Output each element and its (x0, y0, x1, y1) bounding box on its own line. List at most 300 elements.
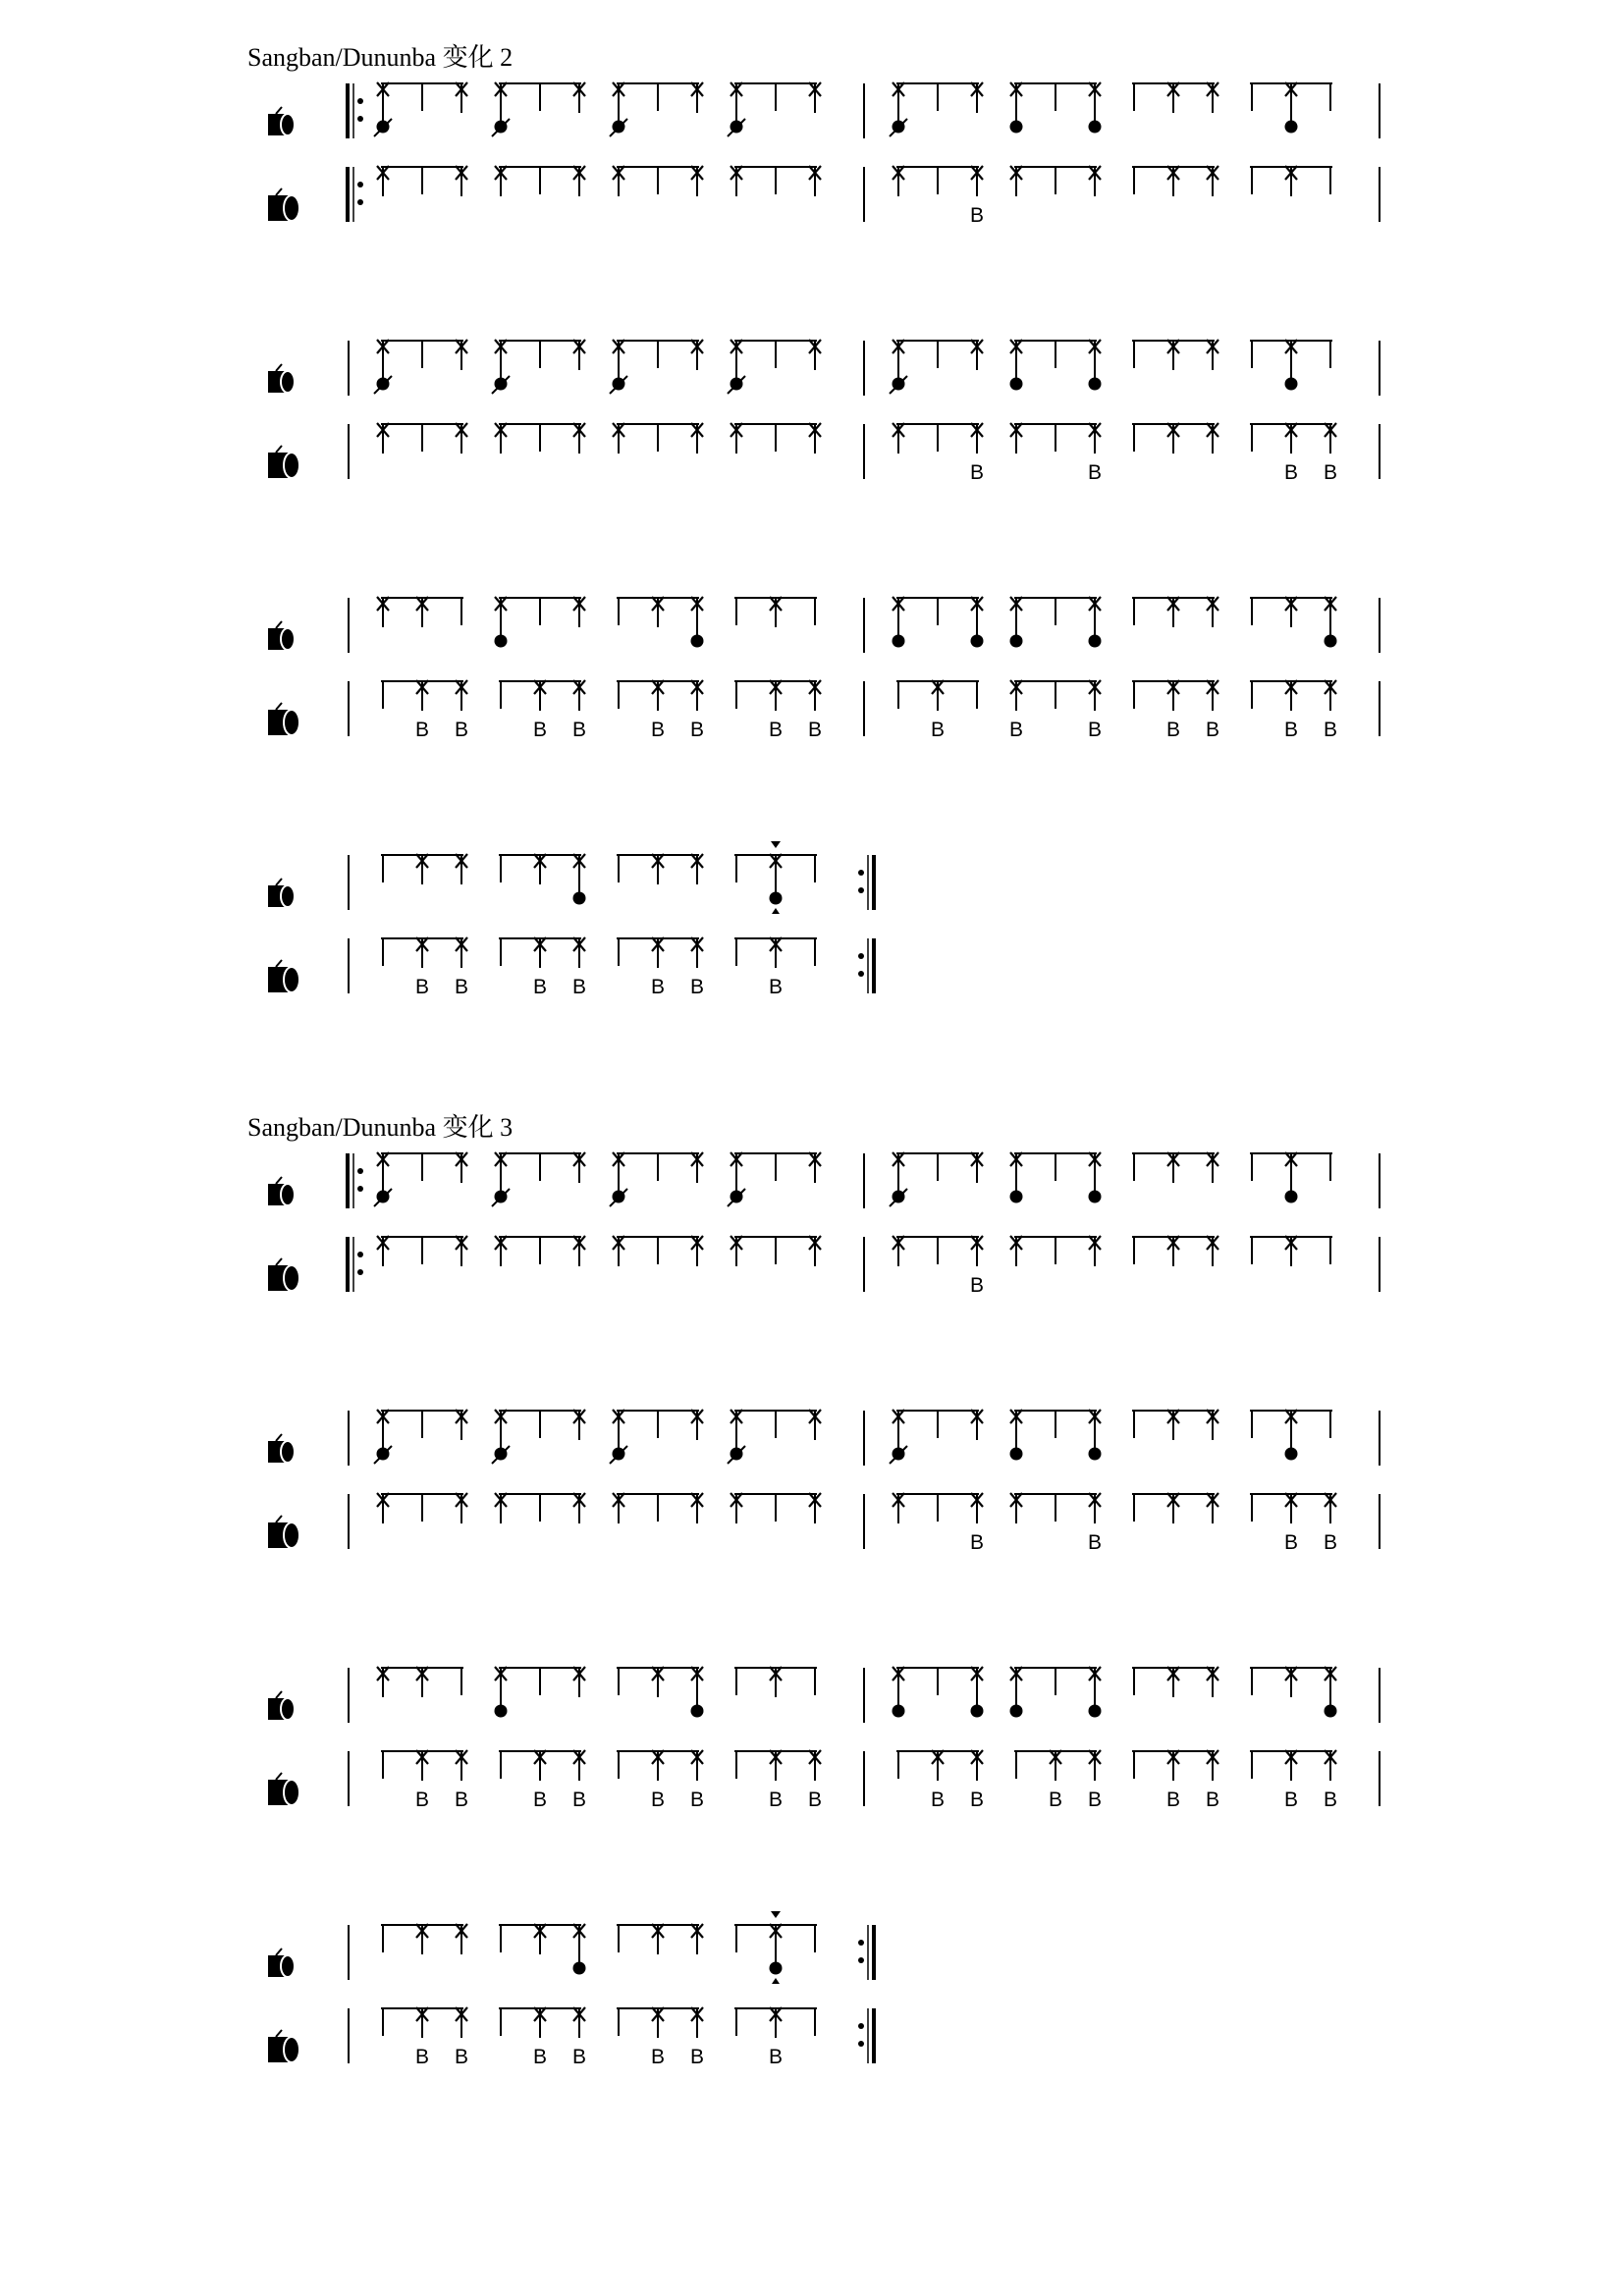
note-x (691, 854, 703, 884)
note-xB (533, 2007, 547, 2068)
drum-dot (893, 1705, 905, 1718)
sangban-drum-icon (268, 107, 295, 135)
bell-letter: B (969, 1789, 985, 1811)
note-x (1010, 1236, 1022, 1266)
note-xo (1285, 1410, 1298, 1461)
note-x (691, 1493, 703, 1523)
drum-stick (276, 1773, 282, 1780)
drum-dot (971, 1705, 984, 1718)
note-xB (1324, 1493, 1337, 1554)
sangban-drum-icon (268, 1949, 295, 1977)
bell-letter: B (1165, 1789, 1181, 1811)
drum-stick (276, 621, 282, 628)
drum-dot (1010, 1705, 1023, 1718)
note-xB (769, 937, 783, 998)
note-xo (1089, 1410, 1102, 1461)
note-x (652, 1924, 664, 1954)
note-x (456, 1493, 467, 1523)
note-x (573, 423, 585, 454)
drum-dot (971, 635, 984, 648)
note-x (691, 1152, 703, 1183)
note-x (573, 597, 585, 627)
note-xo (1285, 1152, 1298, 1203)
note-xc (492, 82, 510, 136)
note-xo (1010, 1667, 1023, 1718)
note-x (1285, 1667, 1297, 1697)
bell-letter: B (414, 976, 430, 998)
note-x (1089, 166, 1101, 196)
note-x (691, 82, 703, 113)
dununba-drum-icon (268, 960, 299, 992)
note-x (893, 423, 904, 454)
repeat-dot (858, 870, 864, 876)
drum-head (281, 1955, 295, 1977)
drum-dot (1325, 1705, 1337, 1718)
note-x (731, 1236, 742, 1266)
fermata-top (771, 841, 781, 848)
barline-repeat-start (346, 1237, 363, 1292)
drum-dot (893, 635, 905, 648)
bell-letter: B (807, 719, 823, 741)
bell-letter: B (689, 2046, 705, 2068)
repeat-dot (357, 1186, 363, 1192)
drum-head (284, 195, 299, 221)
note-x (573, 166, 585, 196)
dununba-drum-icon (268, 1258, 299, 1291)
note-xB (1284, 1750, 1298, 1811)
note-x (613, 1493, 624, 1523)
note-x (1167, 1493, 1179, 1523)
note-xc (728, 82, 745, 136)
note-x (1010, 423, 1022, 454)
note-x (456, 1924, 467, 1954)
note-xB (533, 937, 547, 998)
note-xB (1088, 1750, 1102, 1811)
note-xo (1010, 1410, 1023, 1461)
note-xB (769, 680, 783, 741)
bell-letter: B (689, 719, 705, 741)
note-x (456, 854, 467, 884)
note-x (1167, 1667, 1179, 1697)
thick-bar (872, 855, 876, 910)
note-x (456, 1410, 467, 1440)
note-xB (970, 423, 984, 484)
drum-dot (1285, 1448, 1298, 1461)
note-xf (770, 841, 783, 914)
note-xc (610, 1152, 627, 1206)
note-x (1010, 166, 1022, 196)
note-xB (455, 937, 468, 998)
note-xo (1285, 82, 1298, 133)
note-xB (1324, 680, 1337, 741)
note-xB (1284, 1493, 1298, 1554)
note-xB (1049, 1750, 1062, 1811)
note-xc (492, 340, 510, 394)
note-xc (610, 1410, 627, 1464)
note-x (377, 166, 389, 196)
barline-repeat-start (346, 83, 363, 138)
barline-repeat-end (858, 938, 876, 993)
drum-stick (276, 703, 282, 710)
note-x (1167, 1410, 1179, 1440)
drum-dot (1010, 1191, 1023, 1203)
note-xB (1088, 1493, 1102, 1554)
bell-letter: B (1205, 1789, 1220, 1811)
drum-stick (276, 1177, 282, 1184)
note-x (495, 423, 507, 454)
drum-head (284, 1780, 299, 1805)
note-x (691, 1410, 703, 1440)
drum-stick (276, 2030, 282, 2037)
note-xc (610, 82, 627, 136)
note-x (770, 1667, 782, 1697)
drum-head (281, 114, 295, 135)
repeat-dot (858, 2041, 864, 2047)
bell-letter: B (1087, 461, 1103, 484)
note-xc (374, 82, 392, 136)
bell-letter: B (650, 719, 666, 741)
note-xB (651, 2007, 665, 2068)
note-x (1207, 1152, 1218, 1183)
dununba-drum-icon (268, 446, 299, 478)
bell-letter: B (532, 2046, 548, 2068)
note-x (893, 1236, 904, 1266)
drum-dot (1325, 635, 1337, 648)
sangban-drum-icon (268, 879, 295, 907)
barline-repeat-end (858, 1925, 876, 1980)
note-xo (1089, 597, 1102, 648)
bell-letter: B (1283, 1789, 1299, 1811)
note-xB (1088, 423, 1102, 484)
note-xc (890, 1152, 907, 1206)
note-x (534, 854, 546, 884)
note-xB (533, 680, 547, 741)
repeat-dot (357, 1252, 363, 1257)
note-xB (1284, 423, 1298, 484)
note-x (1285, 1236, 1297, 1266)
note-x (456, 1152, 467, 1183)
note-x (1285, 166, 1297, 196)
bell-letter: B (454, 976, 469, 998)
barline-repeat-end (858, 855, 876, 910)
drum-head (284, 710, 299, 735)
drum-dot (573, 1962, 586, 1975)
note-xB (769, 1750, 783, 1811)
drum-dot (1089, 121, 1102, 133)
note-x (652, 854, 664, 884)
note-xo (1285, 340, 1298, 391)
note-xB (651, 1750, 665, 1811)
note-x (377, 1493, 389, 1523)
note-x (652, 597, 664, 627)
note-x (691, 423, 703, 454)
section-title: Sangban/Dununba 变化 3 (247, 1113, 514, 1142)
note-xo (495, 597, 508, 648)
note-x (971, 82, 983, 113)
bell-letter: B (1283, 719, 1299, 741)
drum-stick (276, 364, 282, 371)
note-x (809, 1152, 821, 1183)
bell-letter: B (768, 976, 784, 998)
note-x (613, 1236, 624, 1266)
note-x (893, 166, 904, 196)
note-xo (1325, 1667, 1337, 1718)
note-x (573, 340, 585, 370)
note-x (573, 1410, 585, 1440)
note-xB (455, 1750, 468, 1811)
note-x (809, 340, 821, 370)
note-x (377, 1236, 389, 1266)
bell-letter: B (454, 2046, 469, 2068)
thick-bar (346, 1237, 350, 1292)
sangban-drum-icon (268, 364, 295, 393)
note-x (971, 1152, 983, 1183)
note-xB (1206, 1750, 1219, 1811)
repeat-dot (858, 887, 864, 893)
note-xc (492, 1410, 510, 1464)
dununba-drum-icon (268, 1516, 299, 1548)
note-xB (1166, 1750, 1180, 1811)
drum-stick (276, 188, 282, 195)
bell-letter: B (930, 719, 946, 741)
bell-letter: B (1323, 719, 1338, 741)
bell-letter: B (768, 719, 784, 741)
note-x (1207, 597, 1218, 627)
note-xB (970, 166, 984, 227)
note-x (1285, 597, 1297, 627)
bell-letter: B (571, 2046, 587, 2068)
bell-letter: B (768, 2046, 784, 2068)
note-x (971, 340, 983, 370)
note-xB (455, 680, 468, 741)
drum-stick (276, 879, 282, 885)
note-x (731, 423, 742, 454)
note-xB (1166, 680, 1180, 741)
note-xc (374, 340, 392, 394)
thick-bar (346, 167, 350, 222)
bell-letter: B (532, 719, 548, 741)
note-xo (1010, 1152, 1023, 1203)
bell-letter: B (1283, 461, 1299, 484)
note-x (770, 597, 782, 627)
drum-dot (770, 892, 783, 905)
note-xo (573, 1924, 586, 1975)
drum-stick (276, 1516, 282, 1522)
dununba-drum-icon (268, 2030, 299, 2062)
bell-letter: B (650, 976, 666, 998)
fermata-bottom (772, 908, 780, 914)
drum-dot (1010, 635, 1023, 648)
note-x (573, 82, 585, 113)
note-x (731, 1493, 742, 1523)
note-xo (1089, 82, 1102, 133)
note-x (1207, 166, 1218, 196)
note-x (691, 1236, 703, 1266)
note-x (613, 166, 624, 196)
note-xo (573, 854, 586, 905)
note-x (809, 1236, 821, 1266)
bell-letter: B (1323, 1531, 1338, 1554)
drum-dot (1089, 1448, 1102, 1461)
bell-letter: B (414, 1789, 430, 1811)
note-x (416, 597, 428, 627)
note-x (495, 166, 507, 196)
bell-letter: B (1087, 1531, 1103, 1554)
note-xc (890, 340, 907, 394)
repeat-dot (858, 953, 864, 959)
note-xo (1089, 1152, 1102, 1203)
bell-letter: B (1283, 1531, 1299, 1554)
note-xo (1325, 597, 1337, 648)
drum-dot (1285, 1191, 1298, 1203)
note-xB (572, 680, 586, 741)
note-xo (893, 597, 905, 648)
dununba-drum-icon (268, 188, 299, 221)
note-xB (415, 680, 429, 741)
bell-letter: B (768, 1789, 784, 1811)
note-x (809, 1410, 821, 1440)
drum-dot (1010, 121, 1023, 133)
drum-dot (1089, 1705, 1102, 1718)
note-xB (415, 1750, 429, 1811)
note-xc (374, 1410, 392, 1464)
note-xo (1089, 340, 1102, 391)
note-xB (690, 937, 704, 998)
note-x (534, 1924, 546, 1954)
drum-dot (1010, 378, 1023, 391)
note-x (1167, 423, 1179, 454)
drum-stick (276, 1691, 282, 1698)
note-x (416, 854, 428, 884)
note-xo (1089, 1667, 1102, 1718)
drum-dot (691, 1705, 704, 1718)
note-xB (1284, 680, 1298, 741)
bell-letter: B (1323, 1789, 1338, 1811)
repeat-dot (357, 1269, 363, 1275)
drum-stick (276, 1949, 282, 1955)
note-x (809, 423, 821, 454)
note-x (495, 1236, 507, 1266)
bell-letter: B (969, 461, 985, 484)
section-title: Sangban/Dununba 变化 2 (247, 43, 514, 72)
bell-letter: B (1087, 1789, 1103, 1811)
note-xB (1009, 680, 1023, 741)
note-xB (931, 1750, 945, 1811)
note-xB (651, 937, 665, 998)
drum-stick (276, 446, 282, 453)
bell-letter: B (454, 1789, 469, 1811)
note-x (456, 82, 467, 113)
note-x (1167, 1236, 1179, 1266)
drum-stick (276, 107, 282, 114)
drum-head (284, 1265, 299, 1291)
note-x (1207, 1236, 1218, 1266)
drum-dot (495, 635, 508, 648)
thick-bar (872, 938, 876, 993)
note-x (573, 1236, 585, 1266)
drum-head (281, 1184, 295, 1205)
note-xo (691, 597, 704, 648)
note-x (691, 1924, 703, 1954)
bell-letter: B (1323, 461, 1338, 484)
note-xo (893, 1667, 905, 1718)
note-xB (808, 1750, 822, 1811)
note-x (1167, 340, 1179, 370)
drum-head (284, 2037, 299, 2062)
bell-letter: B (930, 1789, 946, 1811)
note-xc (728, 1410, 745, 1464)
note-xB (415, 937, 429, 998)
thick-bar (872, 2008, 876, 2063)
note-x (809, 1493, 821, 1523)
note-x (573, 1152, 585, 1183)
dununba-drum-icon (268, 703, 299, 735)
note-xB (931, 680, 945, 741)
note-x (893, 1493, 904, 1523)
note-x (1167, 597, 1179, 627)
note-x (456, 423, 467, 454)
dununba-drum-icon (268, 1773, 299, 1805)
note-xf (770, 1911, 783, 1984)
sangban-drum-icon (268, 1177, 295, 1205)
barline-repeat-end (858, 2008, 876, 2063)
note-x (1207, 1410, 1218, 1440)
bell-letter: B (689, 1789, 705, 1811)
drum-dot (1089, 378, 1102, 391)
note-xc (492, 1152, 510, 1206)
note-xB (970, 1750, 984, 1811)
repeat-dot (357, 116, 363, 122)
note-x (1167, 1152, 1179, 1183)
sangban-drum-icon (268, 1691, 295, 1720)
bell-letter: B (1165, 719, 1181, 741)
note-x (1167, 166, 1179, 196)
note-xB (970, 1493, 984, 1554)
note-xB (690, 2007, 704, 2068)
note-xc (610, 340, 627, 394)
bell-letter: B (414, 719, 430, 741)
sangban-drum-icon (268, 621, 295, 650)
note-x (809, 166, 821, 196)
drum-stick (276, 1434, 282, 1441)
fermata-top (771, 1911, 781, 1918)
note-x (416, 1924, 428, 1954)
note-xB (1324, 1750, 1337, 1811)
bell-letter: B (969, 1274, 985, 1297)
bell-letter: B (1048, 1789, 1063, 1811)
note-xo (971, 1667, 984, 1718)
note-xc (728, 340, 745, 394)
drum-head (281, 885, 295, 907)
note-xB (572, 2007, 586, 2068)
bell-letter: B (414, 2046, 430, 2068)
note-xo (495, 1667, 508, 1718)
note-x (1207, 1493, 1218, 1523)
note-x (1207, 82, 1218, 113)
bell-letter: B (532, 1789, 548, 1811)
drum-dot (1285, 378, 1298, 391)
note-x (495, 1493, 507, 1523)
note-xB (1324, 423, 1337, 484)
fermata-bottom (772, 1978, 780, 1984)
repeat-dot (357, 98, 363, 104)
note-x (1207, 1667, 1218, 1697)
sangban-drum-icon (268, 1434, 295, 1463)
drum-dot (691, 635, 704, 648)
note-x (573, 1493, 585, 1523)
note-xB (572, 1750, 586, 1811)
bell-letter: B (1008, 719, 1024, 741)
